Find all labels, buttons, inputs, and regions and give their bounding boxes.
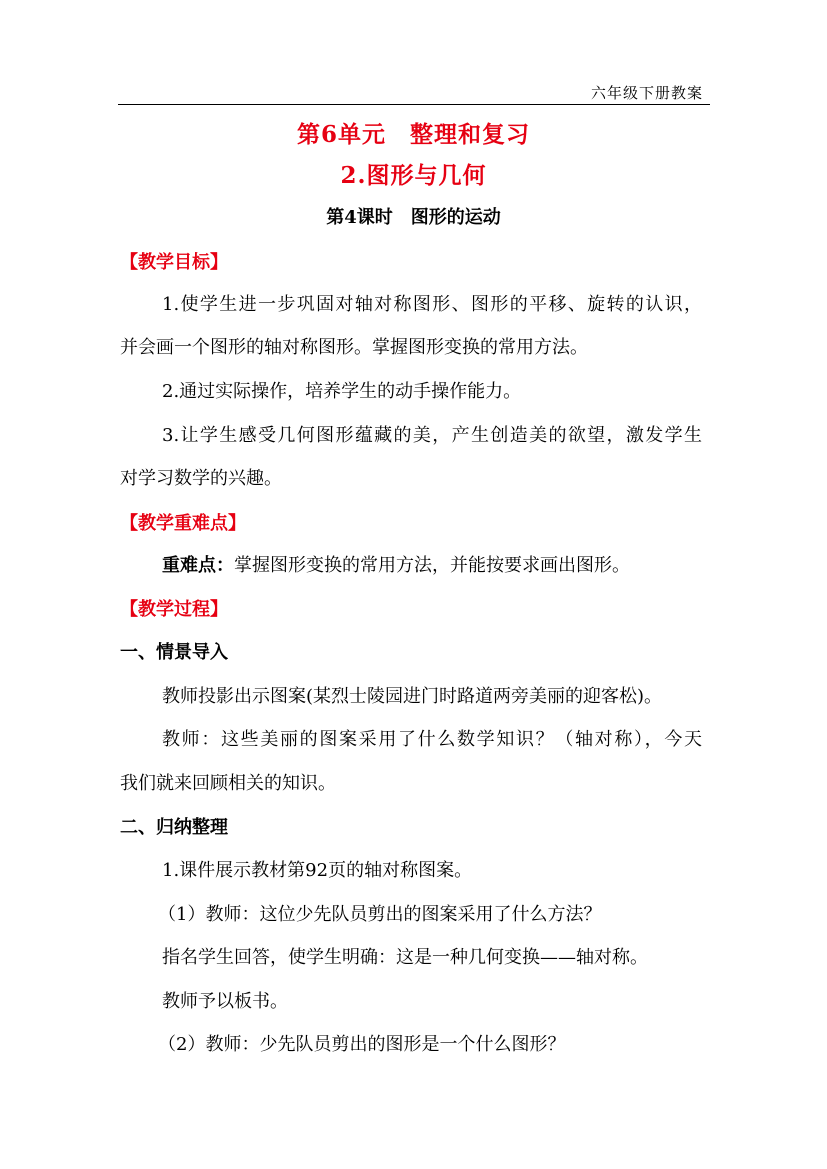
- key-points-line: [162, 551, 630, 577]
- key-points-heading: 【教学重难点】: [120, 513, 246, 534]
- key-points-text: 掌握图形变换的常用方法，并能按要求画出图形。: [234, 555, 630, 576]
- goal-2: 2.通过实际操作，培养学生的动手操作能力。: [162, 381, 522, 402]
- part-1-para-1: 教师投影出示图案(某烈士陵园进门时路道两旁美丽的迎客松)。: [162, 686, 663, 707]
- part-2-para-3: 指名学生回答，使学生明确：这是一种几何变换——轴对称。: [162, 947, 648, 968]
- goal-3-line-2: 对学习数学的兴趣。: [120, 468, 282, 489]
- goals-heading: 【教学目标】: [120, 252, 228, 273]
- part-1-para-2-line-2: 我们就来回顾相关的知识。: [120, 773, 336, 794]
- part-2-para-5: （2）教师：少先队员剪出的图形是一个什么图形？: [158, 1034, 566, 1055]
- unit-title: 第6单元 整理和复习: [296, 121, 530, 148]
- header-divider: [118, 104, 710, 105]
- part-2-para-4: 教师予以板书。: [162, 991, 288, 1012]
- goal-1-line-1: 1.使学生进一步巩固对轴对称图形、图形的平移、旋转的认识，: [162, 294, 702, 315]
- part-2-para-2: （1）教师：这位少先队员剪出的图案采用了什么方法？: [158, 904, 602, 925]
- process-heading: 【教学过程】: [120, 599, 228, 620]
- goal-3-line-1: 3.让学生感受几何图形蕴藏的美，产生创造美的欲望，激发学生: [162, 425, 702, 446]
- part-2-heading: 二、归纳整理: [120, 817, 228, 838]
- part-1-para-2-line-1: 教师：这些美丽的图案采用了什么数学知识？（轴对称），今天: [162, 729, 702, 750]
- lesson-title: 第4课时 图形的运动: [326, 207, 501, 228]
- topic-title: 2.图形与几何: [340, 162, 487, 189]
- part-2-para-1: 1.课件展示教材第92页的轴对称图案。: [162, 860, 473, 881]
- key-points-label: 重难点：: [162, 555, 234, 576]
- part-1-heading: 一、情景导入: [120, 642, 228, 663]
- header-label: 六年级下册教案: [590, 84, 703, 102]
- goal-1-line-2: 并会画一个图形的轴对称图形。掌握图形变换的常用方法。: [120, 337, 588, 358]
